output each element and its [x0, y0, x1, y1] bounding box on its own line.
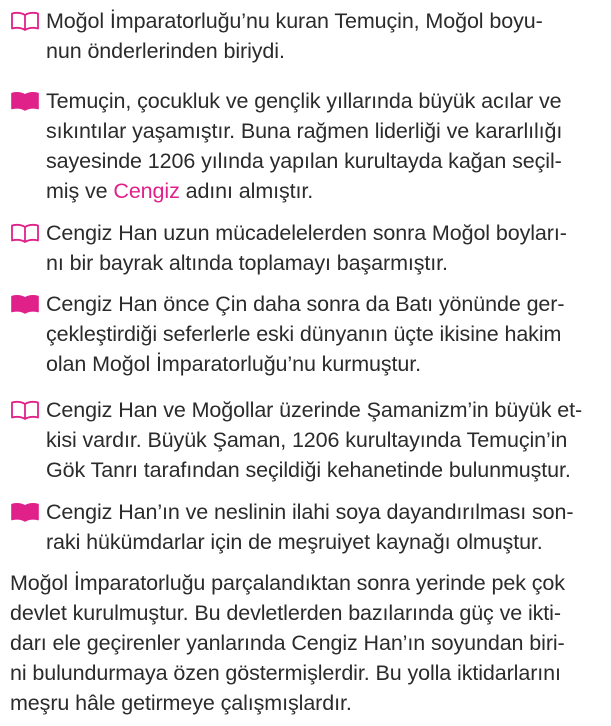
open-book-filled-icon	[10, 294, 40, 314]
paragraph-line-5: meşru hâle getirmeye çalışmışlardır.	[10, 691, 352, 715]
item-6-line-1: Cengiz Han’ın ve neslinin ilahi soya dayandırılması son-	[46, 500, 574, 524]
paragraph-line-4: ni bulundurmaya özen göstermişlerdir. Bu yolla iktidarlarını	[10, 661, 561, 685]
item-5-line-1: Cengiz Han ve Moğollar üzerinde Şamanizm’in büyük et-	[46, 398, 583, 422]
item-6-line-2: raki hükümdarlar için de meşruiyet kaynağı olmuştur.	[46, 530, 543, 554]
open-book-outline-icon	[10, 11, 40, 31]
item-2-line-4-pre: miş ve	[46, 179, 114, 203]
item-2-line-3: sayesinde 1206 yılında yapılan kurultayda kağan seçil-	[46, 149, 562, 173]
item-5-line-3: Gök Tanrı tarafından seçildiği kehanetinde bulunmuştur.	[46, 458, 571, 482]
item-1-line-2: nun önderlerinden biriydi.	[46, 39, 285, 63]
open-book-outline-icon	[10, 400, 40, 420]
paragraph-line-2: devlet kurulmuştur. Bu devletlerden bazılarında güç ve ikti-	[10, 601, 561, 625]
open-book-outline-icon	[10, 223, 40, 243]
item-5-line-2: kisi vardır. Büyük Şaman, 1206 kurultayında Temuçin’in	[46, 428, 568, 452]
open-book-filled-icon	[10, 502, 40, 522]
paragraph-line-1: Moğol İmparatorluğu parçalandıktan sonra yerinde pek çok	[10, 571, 565, 595]
item-4-line-1: Cengiz Han önce Çin daha sonra da Batı yönünde ger-	[46, 292, 565, 316]
item-1-line-1: Moğol İmparatorluğu’nu kuran Temuçin, Moğol boyu-	[46, 9, 543, 33]
item-2-line-2: sıkıntılar yaşamıştır. Buna rağmen liderliği ve kararlılığı	[46, 119, 563, 143]
item-3-line-1: Cengiz Han uzun mücadelelerden sonra Moğol boyları-	[46, 221, 567, 245]
item-2-line-1: Temuçin, çocukluk ve gençlik yıllarında büyük acılar ve	[46, 89, 562, 113]
item-4-line-3: olan Moğol İmparatorluğu’nu kurmuştur.	[46, 352, 422, 376]
open-book-filled-icon	[10, 91, 40, 111]
cengiz-highlight: Cengiz	[113, 179, 180, 203]
paragraph-line-3: darı ele geçirenler yanlarında Cengiz Han’ın soyundan biri-	[10, 631, 565, 655]
item-4-line-2: çekleştirdiği seferlerle eski dünyanın üçte ikisine hakim	[46, 322, 562, 346]
item-2-line-4	[46, 176, 313, 206]
item-3-line-2: nı bir bayrak altında toplamayı başarmıştır.	[46, 251, 448, 275]
item-2-line-4-post: adını almıştır.	[179, 179, 314, 203]
